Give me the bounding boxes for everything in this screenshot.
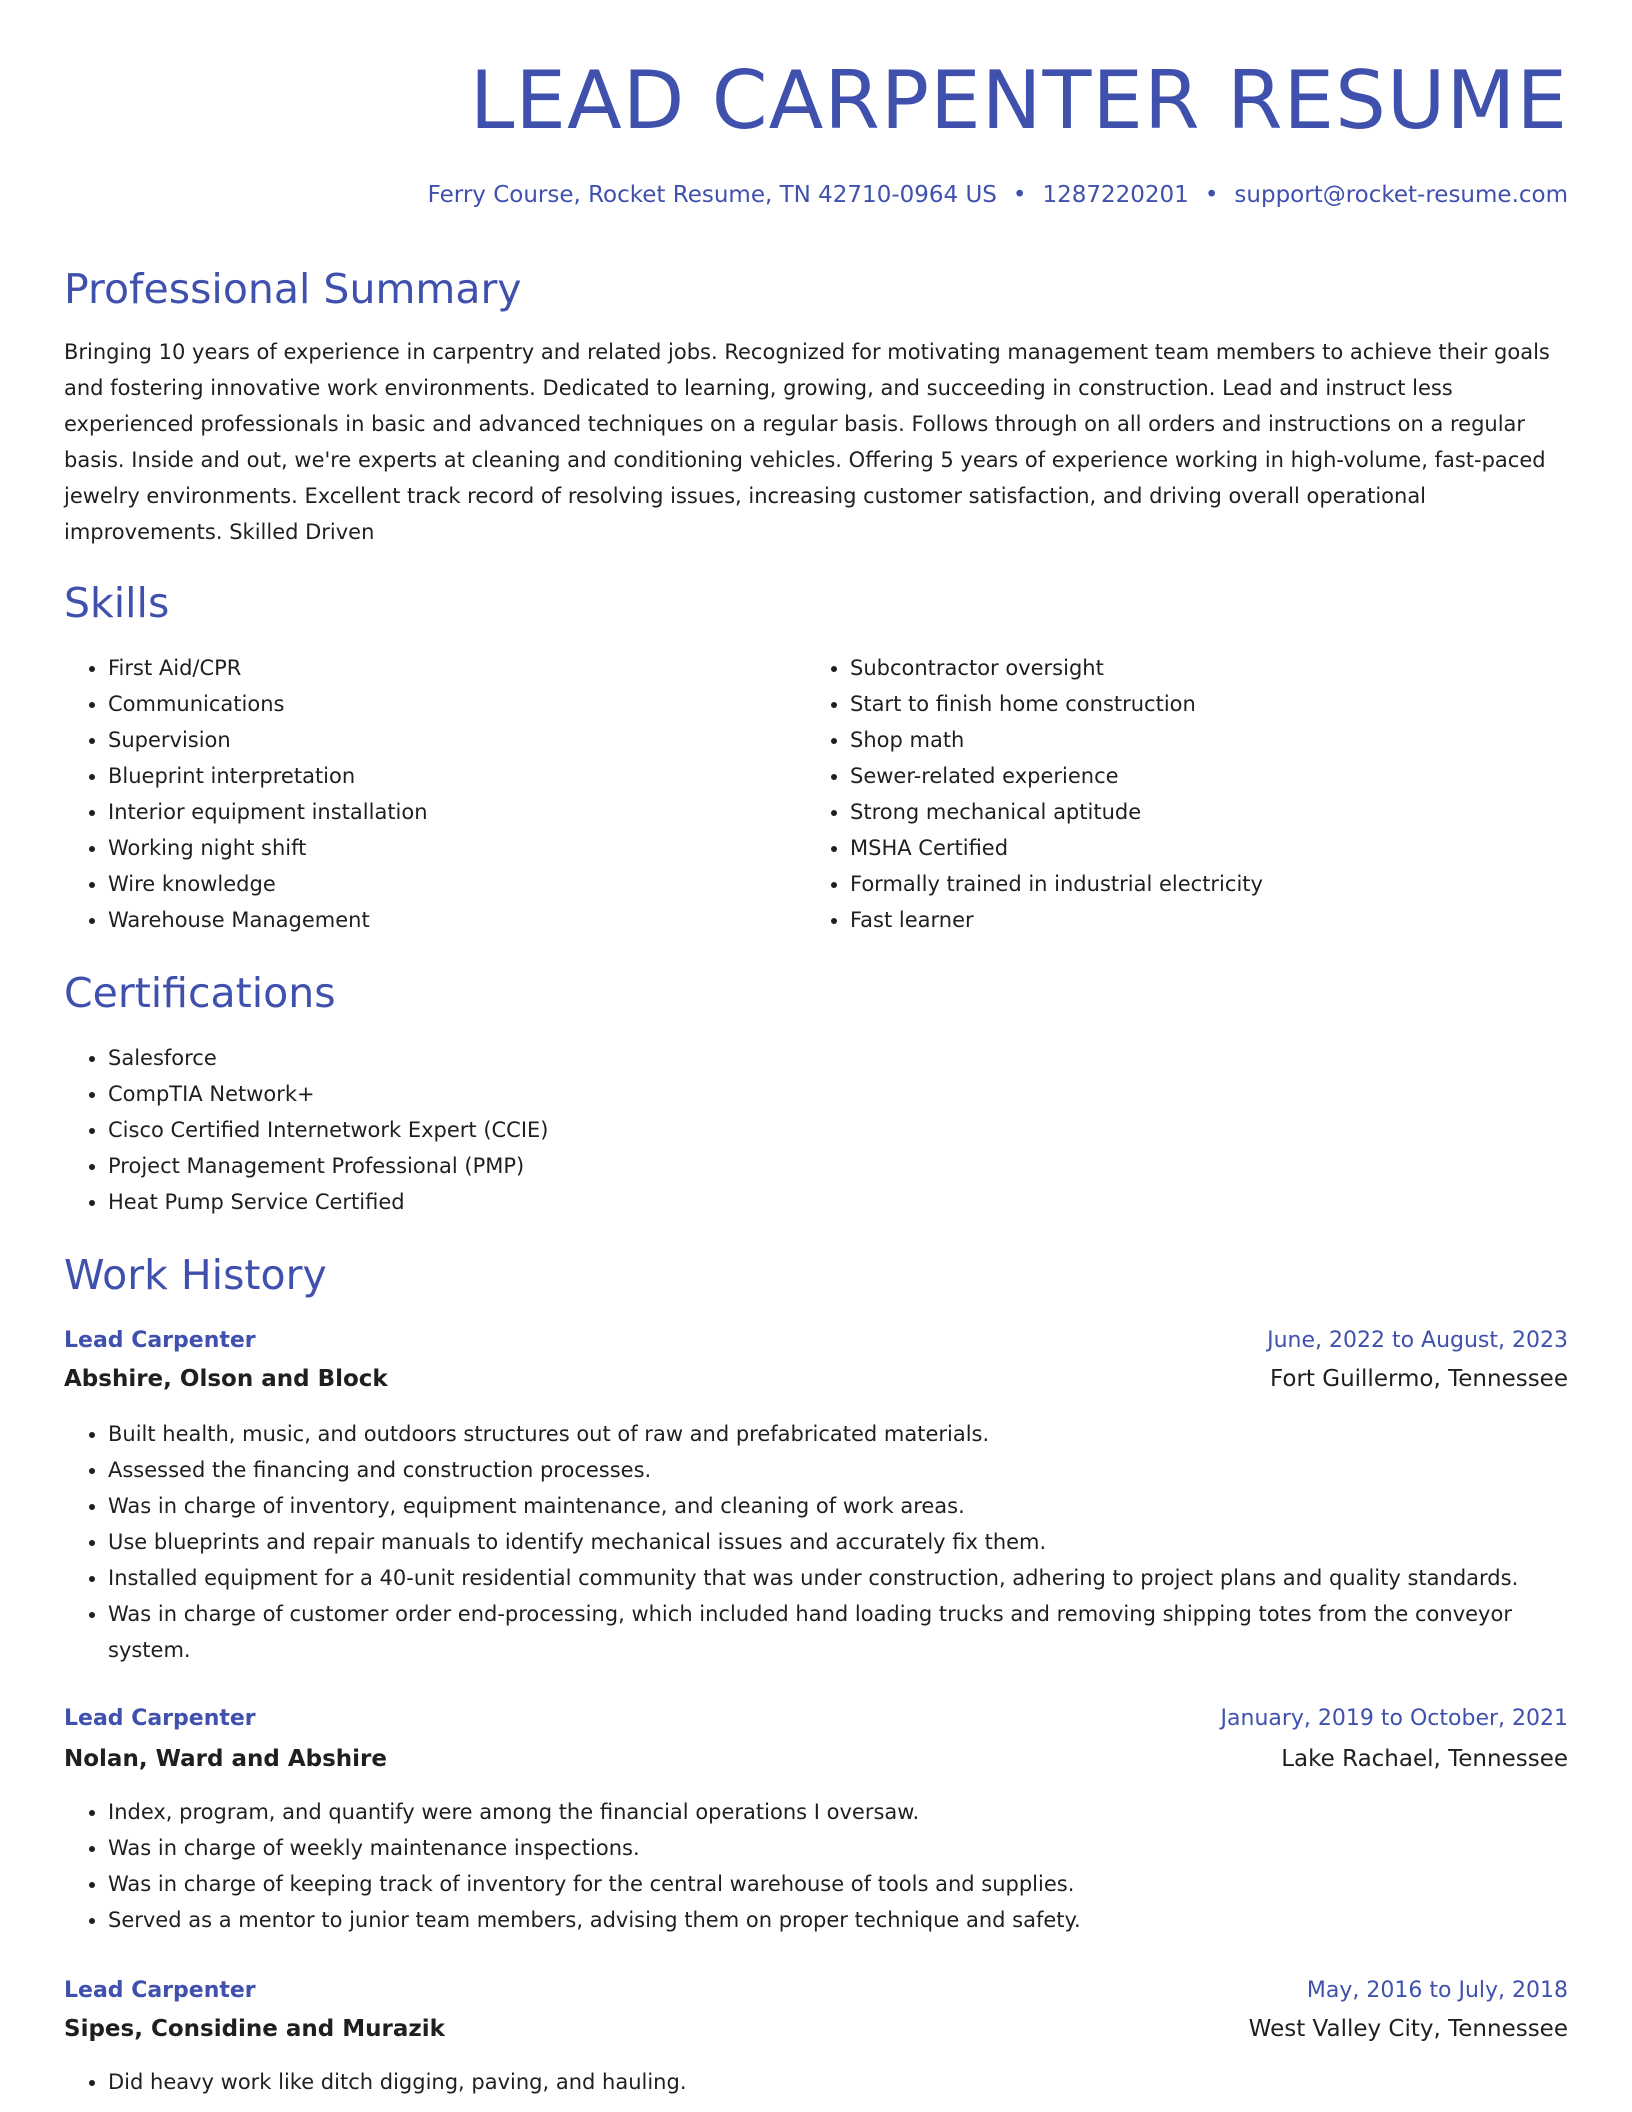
list-item: • Assessed the financing and construction processes. [108, 1452, 1568, 1488]
job-company: Nolan, Ward and Abshire [64, 1746, 387, 1772]
job-title: Lead Carpenter [64, 1706, 256, 1731]
contact-separator: • [1012, 182, 1027, 208]
list-item: • Communications [108, 686, 808, 722]
list-item: • Sewer-related experience [850, 758, 1550, 794]
list-item: • Did heavy work like ditch digging, paving, and hauling. [108, 2064, 1568, 2100]
list-item: • Wire knowledge [108, 866, 808, 902]
contact-address: Ferry Course, Rocket Resume, TN 42710-0964 US [427, 182, 997, 208]
certifications-list [64, 1040, 1568, 1220]
list-item: • Start to finish home construction [850, 686, 1550, 722]
skills-list-right [806, 650, 1550, 938]
list-item: • Interior equipment installation [108, 794, 808, 830]
job-title: Lead Carpenter [64, 1978, 256, 2003]
list-item: • Shop math [850, 722, 1550, 758]
contact-email: support@rocket-resume.com [1234, 182, 1568, 208]
section-heading-work-history: Work History [64, 1251, 327, 1299]
job-location: West Valley City, Tennessee [1248, 2016, 1568, 2042]
list-item: • Warehouse Management [108, 902, 808, 938]
section-heading-certifications: Certifications [64, 969, 336, 1017]
list-item: • Blueprint interpretation [108, 758, 808, 794]
contact-phone: 1287220201 [1042, 182, 1189, 208]
job-bullets [64, 1794, 1568, 1938]
job-location: Lake Rachael, Tennessee [1281, 1746, 1568, 1772]
list-item: • Index, program, and quantify were among the financial operations I oversaw. [108, 1794, 1568, 1830]
list-item: • Was in charge of inventory, equipment maintenance, and cleaning of work areas. [108, 1488, 1568, 1524]
job-dates: January, 2019 to October, 2021 [1220, 1706, 1568, 1731]
job-title: Lead Carpenter [64, 1328, 256, 1353]
list-item: • Project Management Professional (PMP) [108, 1148, 1568, 1184]
list-item: • MSHA Certified [850, 830, 1550, 866]
list-item: • Installed equipment for a 40-unit residential community that was under construction, adhering to project plans and quality standards. [108, 1560, 1568, 1596]
job-dates: May, 2016 to July, 2018 [1306, 1978, 1568, 2003]
summary-text: Bringing 10 years of experience in carpentry and related jobs. Recognized for motivating management team members to achieve their goals and fostering innovative work environments. Dedicated to learning, growing, and succeeding in construction. Lead and instruct less experienced professionals in basic and advanced techniques on a regular basis. Follows through on all orders and instructions on a regular basis. Inside and out, we're experts at cleaning and conditioning vehicles. Offering 5 years of experience working in high-volume, fast-paced jewelry environments. Excellent track record of resolving issues, increasing customer satisfaction, and driving overall operational improvements. Skilled Driven [64, 340, 1550, 544]
list-item: • Subcontractor oversight [850, 650, 1550, 686]
list-item: • Served as a mentor to junior team members, advising them on proper technique and safety. [108, 1902, 1568, 1938]
job-bullets [64, 2064, 1568, 2100]
list-item: • Working night shift [108, 830, 808, 866]
list-item: • Was in charge of customer order end-processing, which included hand loading trucks and removing shipping totes from the conveyor system. [108, 1596, 1568, 1668]
job-bullets [64, 1416, 1568, 1668]
list-item: • Heat Pump Service Certified [108, 1184, 1568, 1220]
list-item: • Fast learner [850, 902, 1550, 938]
list-item: • Was in charge of weekly maintenance inspections. [108, 1830, 1568, 1866]
job-dates: June, 2022 to August, 2023 [1267, 1328, 1568, 1353]
contact-separator: • [1204, 182, 1219, 208]
section-heading-summary: Professional Summary [64, 265, 522, 313]
contact-line [428, 180, 1568, 210]
job-company: Sipes, Considine and Murazik [64, 2016, 445, 2042]
list-item: • Formally trained in industrial electricity [850, 866, 1550, 902]
list-item: • Was in charge of keeping track of inventory for the central warehouse of tools and supplies. [108, 1866, 1568, 1902]
list-item: • Salesforce [108, 1040, 1568, 1076]
job-location: Fort Guillermo, Tennessee [1269, 1366, 1568, 1392]
list-item: • Strong mechanical aptitude [850, 794, 1550, 830]
list-item: • Supervision [108, 722, 808, 758]
list-item: • Cisco Certified Internetwork Expert (CCIE) [108, 1112, 1568, 1148]
list-item: • First Aid/CPR [108, 650, 808, 686]
skills-list-left [64, 650, 808, 938]
section-heading-skills: Skills [64, 579, 170, 627]
list-item: • Use blueprints and repair manuals to identify mechanical issues and accurately fix them. [108, 1524, 1568, 1560]
job-company: Abshire, Olson and Block [64, 1366, 388, 1392]
list-item: • CompTIA Network+ [108, 1076, 1568, 1112]
list-item: • Built health, music, and outdoors structures out of raw and prefabricated materials. [108, 1416, 1568, 1452]
resume-title: LEAD CARPENTER RESUME [469, 54, 1568, 147]
